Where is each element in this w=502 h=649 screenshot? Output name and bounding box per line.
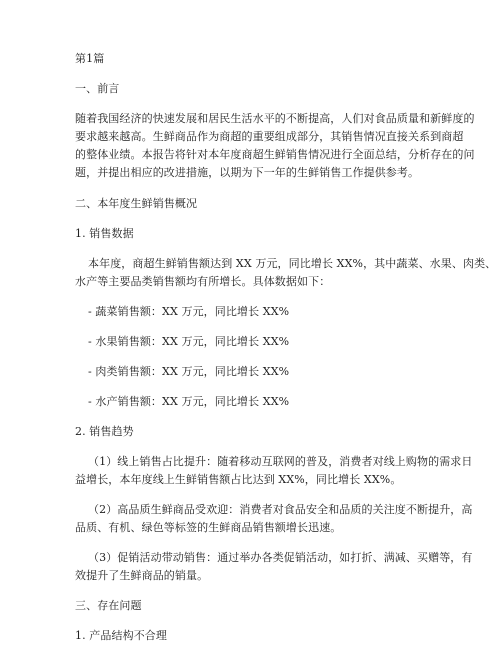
list-item: - 水果销售额：XX 万元，同比增长 XX% <box>88 335 290 348</box>
part-heading: 第1篇 <box>75 52 105 65</box>
paragraph-line: （3）促销活动带动销售：通过举办各类促销活动，如打折、满减、买赠等，有 <box>88 551 473 564</box>
list-item: - 肉类销售额：XX 万元，同比增长 XX% <box>88 365 290 378</box>
section-heading-overview: 二、本年度生鲜销售概况 <box>75 197 198 210</box>
paragraph-line: 效提升了生鲜商品的销量。 <box>75 569 209 582</box>
subsection-heading: 1. 销售数据 <box>75 227 134 240</box>
paragraph-line: 的整体业绩。本报告将针对本年度商超生鲜销售情况进行全面总结，分析存在的问 <box>75 148 475 161</box>
paragraph-line: （1）线上销售占比提升：随着移动互联网的普及，消费者对线上购物的需求日 <box>88 455 473 468</box>
paragraph-line: 本年度，商超生鲜销售额达到 XX 万元，同比增长 XX%，其中蔬菜、水果、肉类、 <box>88 257 497 270</box>
paragraph-line: 品质、有机、绿色等标签的生鲜商品销售额增长迅速。 <box>75 521 342 534</box>
section-heading-intro: 一、前言 <box>75 82 120 95</box>
paragraph-line: 题，并提出相应的改进措施，以期为下一年的生鲜销售工作提供参考。 <box>75 166 420 179</box>
list-item: - 蔬菜销售额：XX 万元，同比增长 XX% <box>88 305 290 318</box>
subsection-heading: 2. 销售趋势 <box>75 425 134 438</box>
paragraph-line: 水产等主要品类销售额均有所增长。具体数据如下： <box>75 275 331 288</box>
list-item: - 水产销售额：XX 万元，同比增长 XX% <box>88 395 290 408</box>
paragraph-line: 随着我国经济的快速发展和居民生活水平的不断提高，人们对食品质量和新鲜度的 <box>75 112 475 125</box>
paragraph-line: 要求越来越高。生鲜商品作为商超的重要组成部分，其销售情况直接关系到商超 <box>75 130 464 143</box>
subsection-heading: 1. 产品结构不合理 <box>75 629 167 642</box>
paragraph-line: （2）高品质生鲜商品受欢迎：消费者对食品安全和品质的关注度不断提升，高 <box>88 503 473 516</box>
section-heading-problems: 三、存在问题 <box>75 599 142 612</box>
paragraph-line: 益增长，本年度线上生鲜销售额占比达到 XX%，同比增长 XX%。 <box>75 473 402 486</box>
